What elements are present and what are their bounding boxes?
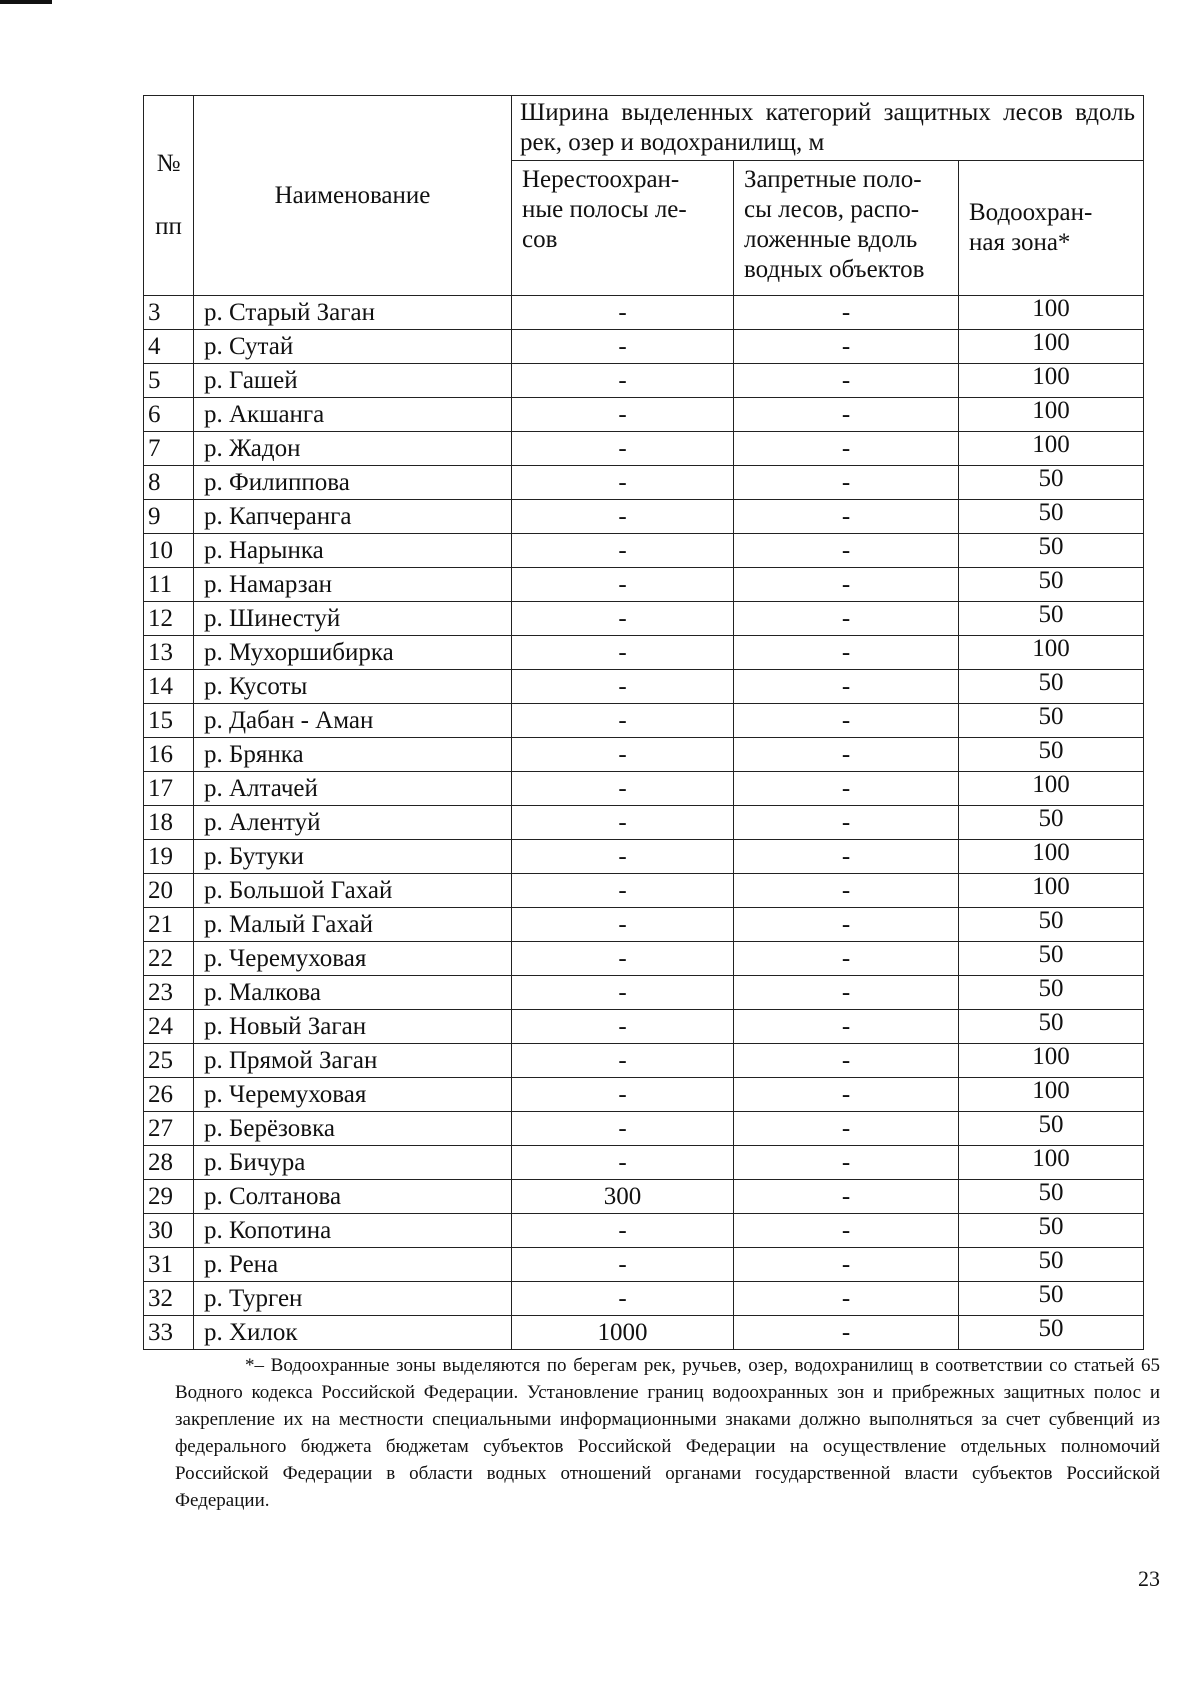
spawning-strip-value: - [512,840,734,874]
water-protection-zone-value: 50 [959,704,1144,738]
river-name: р. Мухоршибирка [194,636,512,670]
prohibited-strip-value: - [734,534,959,568]
water-protection-zone-value: 50 [959,1214,1144,1248]
spawning-strip-value: - [512,602,734,636]
water-protection-zone-value: 50 [959,942,1144,976]
river-name: р. Хилок [194,1316,512,1350]
river-name: р. Кусоты [194,670,512,704]
prohibited-strip-value: - [734,466,959,500]
spawning-strip-value: - [512,296,734,330]
spawning-strip-value: - [512,1010,734,1044]
prohibited-strip-value: - [734,1248,959,1282]
water-protection-zone-value: 100 [959,330,1144,364]
prohibited-strip-value: - [734,568,959,602]
prohibited-strip-value: - [734,636,959,670]
spawning-strip-value: - [512,1214,734,1248]
header-row-top [144,96,1144,161]
table-row [144,1112,1144,1146]
row-number: 11 [144,568,194,602]
table-row [144,670,1144,704]
row-number: 10 [144,534,194,568]
prohibited-strip-value: - [734,1282,959,1316]
row-number: 31 [144,1248,194,1282]
prohibited-strip-value: - [734,908,959,942]
table-row [144,568,1144,602]
table-row [144,296,1144,330]
prohibited-strip-value: - [734,874,959,908]
prohibited-strip-value: - [734,1214,959,1248]
prohibited-strip-value: - [734,602,959,636]
row-number: 23 [144,976,194,1010]
water-protection-zone-value: 50 [959,466,1144,500]
row-number: 14 [144,670,194,704]
table-row [144,1146,1144,1180]
prohibited-strip-value: - [734,364,959,398]
river-name: р. Брянка [194,738,512,772]
protective-forests-table [143,95,1144,1350]
spawning-strip-value: - [512,534,734,568]
spawning-strip-value: - [512,670,734,704]
spawning-strip-value: - [512,704,734,738]
header-prohibited-strips: Запретные поло- сы лесов, распо- ложенные вдоль водных объектов [734,161,959,296]
prohibited-strip-value: - [734,806,959,840]
spawning-strip-value: - [512,806,734,840]
row-number: 7 [144,432,194,466]
water-protection-zone-value: 50 [959,806,1144,840]
spawning-strip-value: - [512,908,734,942]
row-number: 15 [144,704,194,738]
table-row [144,1010,1144,1044]
table-row [144,1214,1144,1248]
prohibited-strip-value: - [734,296,959,330]
header-group: Ширина выделенных категорий защитных лесов вдоль рек, озер и водохранилищ, м [512,96,1144,161]
prohibited-strip-value: - [734,1078,959,1112]
water-protection-zone-value: 50 [959,1112,1144,1146]
water-protection-zone-value: 50 [959,908,1144,942]
spawning-strip-value: 300 [512,1180,734,1214]
table-row [144,738,1144,772]
row-number: 18 [144,806,194,840]
prohibited-strip-value: - [734,738,959,772]
river-name: р. Акшанга [194,398,512,432]
water-protection-zone-value: 50 [959,602,1144,636]
spawning-strip-value: - [512,1112,734,1146]
water-protection-zone-value: 50 [959,1248,1144,1282]
prohibited-strip-value: - [734,1316,959,1350]
table-row [144,1078,1144,1112]
footnote-text: *– Водоохранные зоны выделяются по берегам рек, ручьев, озер, водохранилищ в соответствии со статьей 65 Водного кодекса Российской Федерации. Установление границ водоохранных зон и прибрежных защитных полос и закрепление их на местности специальными информационными знаками должно выполняться за счет субвенций из федерального бюджета бюджетам субъектов Российской Федерации на осуществление отдельных полномочий Российской Федерации в области водных отношений органами государственной власти субъектов Российской Федерации. [175,1355,1160,1511]
table-row [144,534,1144,568]
water-protection-zone-value: 100 [959,364,1144,398]
prohibited-strip-value: - [734,670,959,704]
river-name: р. Филиппова [194,466,512,500]
row-number: 30 [144,1214,194,1248]
water-protection-zone-value: 100 [959,840,1144,874]
row-number: 22 [144,942,194,976]
prohibited-strip-value: - [734,1180,959,1214]
river-name: р. Рена [194,1248,512,1282]
prohibited-strip-value: - [734,398,959,432]
prohibited-strip-value: - [734,1112,959,1146]
row-number: 26 [144,1078,194,1112]
water-protection-zone-value: 50 [959,568,1144,602]
row-number: 20 [144,874,194,908]
river-name: р. Бичура [194,1146,512,1180]
prohibited-strip-value: - [734,840,959,874]
spawning-strip-value: - [512,1044,734,1078]
river-name: р. Черемуховая [194,1078,512,1112]
spawning-strip-value: - [512,398,734,432]
row-number: 12 [144,602,194,636]
water-protection-zone-value: 50 [959,1316,1144,1350]
spawning-strip-value: - [512,1078,734,1112]
row-number: 25 [144,1044,194,1078]
river-name: р. Черемуховая [194,942,512,976]
table-row [144,1248,1144,1282]
table-row [144,636,1144,670]
water-protection-zone-value: 50 [959,500,1144,534]
row-number: 21 [144,908,194,942]
table-row [144,500,1144,534]
prohibited-strip-value: - [734,432,959,466]
spawning-strip-value: - [512,568,734,602]
river-name: р. Алентуй [194,806,512,840]
spawning-strip-value: - [512,500,734,534]
prohibited-strip-value: - [734,500,959,534]
river-name: р. Копотина [194,1214,512,1248]
river-name: р. Прямой Заган [194,1044,512,1078]
water-protection-zone-value: 50 [959,1180,1144,1214]
river-name: р. Жадон [194,432,512,466]
row-number: 29 [144,1180,194,1214]
river-name: р. Шинестуй [194,602,512,636]
table-row [144,1044,1144,1078]
prohibited-strip-value: - [734,772,959,806]
river-name: р. Большой Гахай [194,874,512,908]
header-name: Наименование [194,96,512,296]
spawning-strip-value: 1000 [512,1316,734,1350]
spawning-strip-value: - [512,942,734,976]
row-number: 3 [144,296,194,330]
table-row [144,330,1144,364]
row-number: 33 [144,1316,194,1350]
water-protection-zone-value: 100 [959,1078,1144,1112]
row-number: 9 [144,500,194,534]
header-water-protection-zone: Водоохран- ная зона* [959,161,1144,296]
spawning-strip-value: - [512,466,734,500]
river-name: р. Сутай [194,330,512,364]
row-number: 4 [144,330,194,364]
row-number: 13 [144,636,194,670]
water-protection-zone-value: 50 [959,738,1144,772]
river-name: р. Нарынка [194,534,512,568]
spawning-strip-value: - [512,772,734,806]
river-name: р. Новый Заган [194,1010,512,1044]
row-number: 32 [144,1282,194,1316]
spawning-strip-value: - [512,738,734,772]
water-protection-zone-value: 50 [959,1010,1144,1044]
spawning-strip-value: - [512,1282,734,1316]
river-name: р. Малкова [194,976,512,1010]
row-number: 27 [144,1112,194,1146]
river-name: р. Алтачей [194,772,512,806]
row-number: 17 [144,772,194,806]
row-number: 24 [144,1010,194,1044]
spawning-strip-value: - [512,636,734,670]
water-protection-zone-value: 100 [959,432,1144,466]
table-row [144,840,1144,874]
table-row [144,772,1144,806]
table-row [144,364,1144,398]
water-protection-zone-value: 100 [959,772,1144,806]
spawning-strip-value: - [512,874,734,908]
row-number: 6 [144,398,194,432]
header-spawning-strips: Нерестоохран- ные полосы ле- сов [512,161,734,296]
row-number: 16 [144,738,194,772]
prohibited-strip-value: - [734,942,959,976]
table-row [144,874,1144,908]
spawning-strip-value: - [512,432,734,466]
row-number: 8 [144,466,194,500]
spawning-strip-value: - [512,1146,734,1180]
river-name: р. Берёзовка [194,1112,512,1146]
water-protection-zone-value: 50 [959,1282,1144,1316]
table-row [144,1316,1144,1350]
row-number: 28 [144,1146,194,1180]
river-name: р. Бутуки [194,840,512,874]
table-row [144,942,1144,976]
prohibited-strip-value: - [734,704,959,738]
water-protection-zone-value: 100 [959,1044,1144,1078]
river-name: р. Старый Заган [194,296,512,330]
water-protection-zone-value: 100 [959,874,1144,908]
row-number: 19 [144,840,194,874]
river-name: р. Турген [194,1282,512,1316]
table-row [144,602,1144,636]
header-number: № пп [144,96,194,296]
table-row [144,908,1144,942]
scan-edge-mark [0,0,52,4]
prohibited-strip-value: - [734,1044,959,1078]
table-row [144,704,1144,738]
table-row [144,466,1144,500]
river-name: р. Дабан - Аман [194,704,512,738]
water-protection-zone-value: 100 [959,398,1144,432]
spawning-strip-value: - [512,1248,734,1282]
water-protection-zone-value: 100 [959,1146,1144,1180]
river-name: р. Гашей [194,364,512,398]
river-name: р. Солтанова [194,1180,512,1214]
river-name: р. Малый Гахай [194,908,512,942]
spawning-strip-value: - [512,330,734,364]
water-protection-zone-value: 50 [959,976,1144,1010]
water-protection-zone-value: 50 [959,670,1144,704]
prohibited-strip-value: - [734,1010,959,1044]
prohibited-strip-value: - [734,976,959,1010]
table-row [144,806,1144,840]
prohibited-strip-value: - [734,330,959,364]
row-number: 5 [144,364,194,398]
spawning-strip-value: - [512,976,734,1010]
table-row [144,1282,1144,1316]
water-protection-zone-value: 50 [959,534,1144,568]
footnote [175,1352,1160,1514]
spawning-strip-value: - [512,364,734,398]
river-name: р. Капчеранга [194,500,512,534]
prohibited-strip-value: - [734,1146,959,1180]
page-number: 23 [1138,1566,1160,1591]
water-protection-zone-value: 100 [959,636,1144,670]
table-row [144,976,1144,1010]
table-row [144,432,1144,466]
table-row [144,398,1144,432]
river-name: р. Намарзан [194,568,512,602]
water-protection-zone-value: 100 [959,296,1144,330]
table-row [144,1180,1144,1214]
